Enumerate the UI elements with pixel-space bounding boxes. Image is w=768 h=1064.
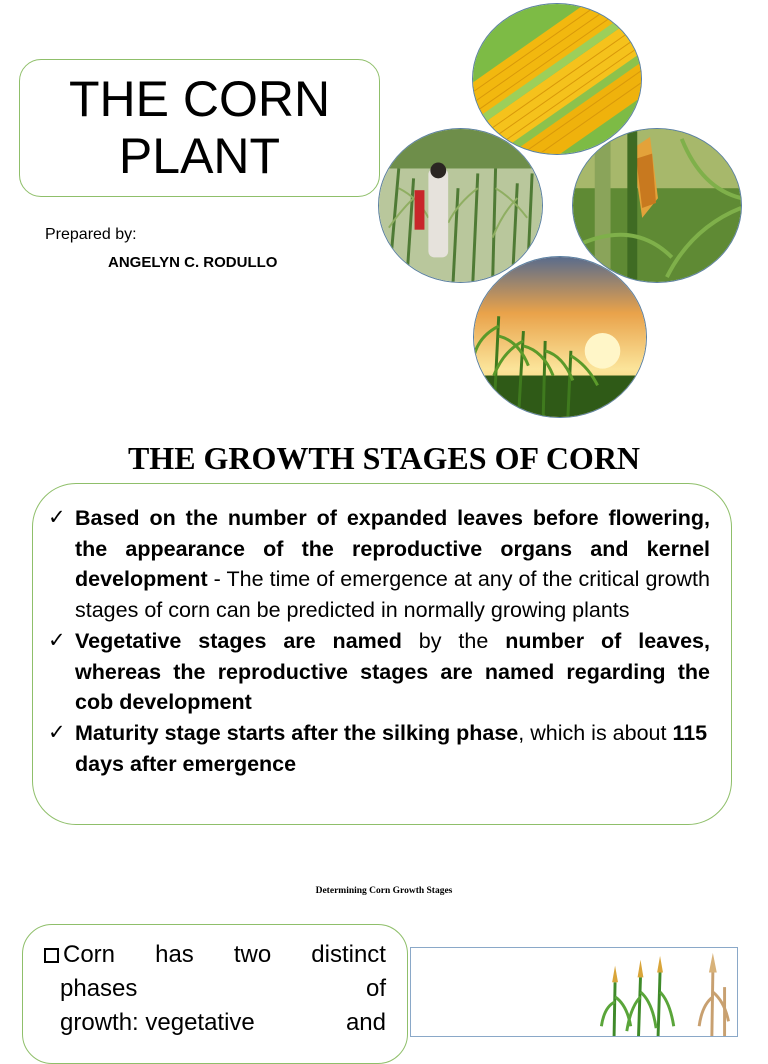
phases-line-2: [44, 972, 386, 1006]
page-title: [69, 71, 330, 185]
phases-line-1: [44, 938, 386, 972]
phases-word: and: [345, 1009, 386, 1036]
bullet-1-text: - The time of emergence at any of the critical growth stages of corn can be predicted in normally growing plants: [75, 567, 710, 623]
phases-word: phases: [60, 975, 138, 1002]
bullet-2-text: by the: [401, 628, 506, 653]
corn-plants-illustration: [411, 948, 737, 1036]
check-icon: ✓: [48, 628, 66, 652]
bullet-item: [48, 626, 710, 718]
bullet-1-bold: Based on the number of expanded leaves before flowering, the appearance of the reproductive organs and kernel development: [75, 506, 710, 592]
title-box: [19, 59, 380, 197]
phases-word: distinct: [311, 941, 386, 968]
bullet-item: [48, 503, 710, 626]
phases-word: has: [155, 941, 194, 968]
phases-word: two: [233, 941, 272, 968]
figure-caption: Determining Corn Growth Stages: [315, 886, 453, 896]
bullet-list: [48, 503, 710, 779]
bullet-3-bold-2: 115 days after emergence: [75, 720, 708, 776]
prepared-by-label: Prepared by:: [45, 226, 137, 243]
phases-text: [44, 938, 386, 1040]
bullet-3-bold-1: Maturity stage starts after the silking phase: [75, 720, 519, 745]
cornfield-sunset-photo: [473, 256, 647, 418]
check-icon: ✓: [48, 506, 66, 529]
phases-word: Corn: [63, 941, 116, 968]
bullet-3-text: , which is about: [518, 720, 673, 745]
phases-word: growth: vegetative: [60, 1009, 255, 1036]
farmer-in-field-photo: [378, 128, 543, 283]
checkbox-square-icon: [44, 948, 59, 963]
section-heading: THE GROWTH STAGES OF CORN: [127, 440, 641, 476]
corn-plant-tassel-photo: [572, 128, 742, 283]
check-icon: ✓: [48, 720, 66, 744]
bullet-2-bold-1: Vegetative stages are named: [75, 628, 402, 653]
phases-word: of: [365, 975, 386, 1002]
title-line-1: THE CORN: [68, 71, 331, 127]
phases-line-3: [44, 1006, 386, 1040]
bullet-item: [48, 718, 710, 779]
corn-cob-photo: [472, 3, 642, 155]
author-name: ANGELYN C. RODULLO: [108, 254, 278, 271]
title-line-2: PLANT: [118, 128, 281, 184]
bullet-2-bold-2: number of leaves, whereas the reproductive stages are named regarding the cob development: [75, 628, 710, 715]
